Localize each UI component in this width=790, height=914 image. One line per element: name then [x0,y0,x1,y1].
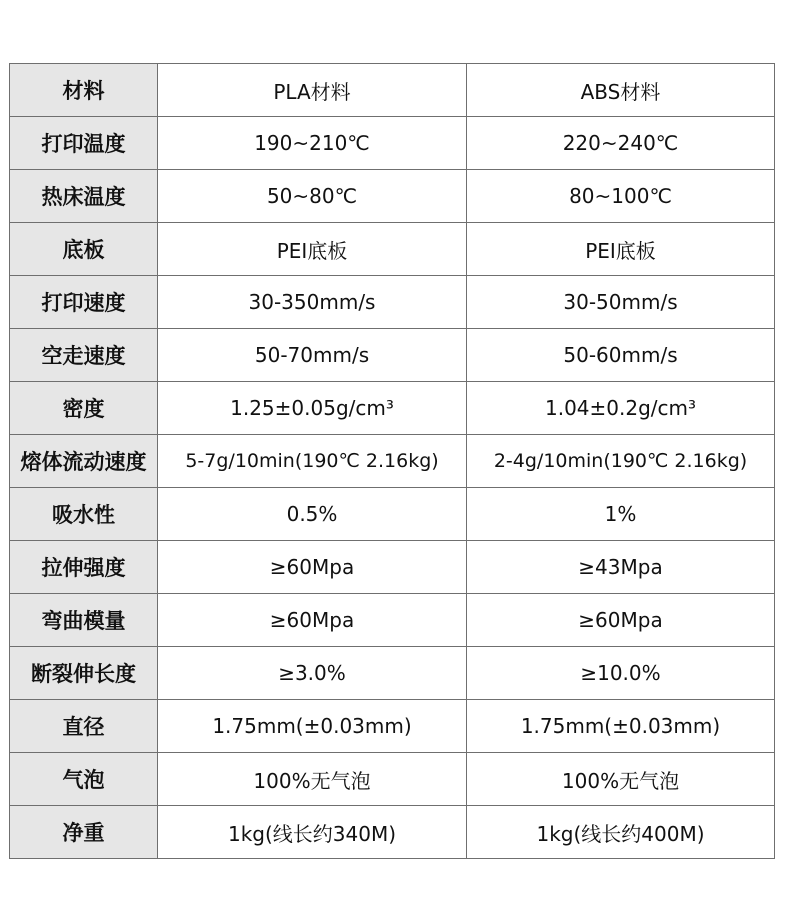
row-label: 空走速度 [10,329,158,382]
pla-value: 30-350mm/s [158,276,467,329]
abs-value: 100%无气泡 [467,753,775,806]
table-row [10,753,775,806]
pla-value: 1.75mm(±0.03mm) [158,700,467,753]
abs-value: PEI底板 [467,223,775,276]
abs-value: 50-60mm/s [467,329,775,382]
table-row [10,329,775,382]
pla-value: 1.25±0.05g/cm³ [158,382,467,435]
table-row [10,806,775,859]
table-row [10,700,775,753]
row-label: 弯曲模量 [10,594,158,647]
row-label: 底板 [10,223,158,276]
pla-value: 190~210℃ [158,117,467,170]
pla-value: 0.5% [158,488,467,541]
row-label: 净重 [10,806,158,859]
row-label: 熔体流动速度 [10,435,158,488]
material-spec-table [9,63,775,859]
table-row [10,541,775,594]
table-row [10,647,775,700]
table-row [10,223,775,276]
table-row [10,382,775,435]
table-row [10,435,775,488]
header-label-cell: 材料 [10,64,158,117]
pla-value: ≥60Mpa [158,541,467,594]
abs-value: 1% [467,488,775,541]
pla-value: 5-7g/10min(190℃ 2.16kg) [158,435,467,488]
header-pla-cell: PLA材料 [158,64,467,117]
abs-value: 220~240℃ [467,117,775,170]
pla-value: 50~80℃ [158,170,467,223]
pla-value: ≥3.0% [158,647,467,700]
pla-value: 100%无气泡 [158,753,467,806]
row-label: 拉伸强度 [10,541,158,594]
pla-value: ≥60Mpa [158,594,467,647]
abs-value: 30-50mm/s [467,276,775,329]
row-label: 打印速度 [10,276,158,329]
row-label: 断裂伸长度 [10,647,158,700]
abs-value: ≥60Mpa [467,594,775,647]
table-row [10,594,775,647]
row-label: 直径 [10,700,158,753]
table-row [10,117,775,170]
abs-value: 1.75mm(±0.03mm) [467,700,775,753]
abs-value: 2-4g/10min(190℃ 2.16kg) [467,435,775,488]
abs-value: 80~100℃ [467,170,775,223]
row-label: 热床温度 [10,170,158,223]
table-row [10,170,775,223]
row-label: 打印温度 [10,117,158,170]
row-label: 气泡 [10,753,158,806]
header-abs-cell: ABS材料 [467,64,775,117]
abs-value: 1kg(线长约400M) [467,806,775,859]
table-row [10,488,775,541]
row-label: 密度 [10,382,158,435]
abs-value: 1.04±0.2g/cm³ [467,382,775,435]
row-label: 吸水性 [10,488,158,541]
table-row [10,276,775,329]
table-header-row [10,64,775,117]
pla-value: 1kg(线长约340M) [158,806,467,859]
abs-value: ≥10.0% [467,647,775,700]
abs-value: ≥43Mpa [467,541,775,594]
pla-value: 50-70mm/s [158,329,467,382]
pla-value: PEI底板 [158,223,467,276]
